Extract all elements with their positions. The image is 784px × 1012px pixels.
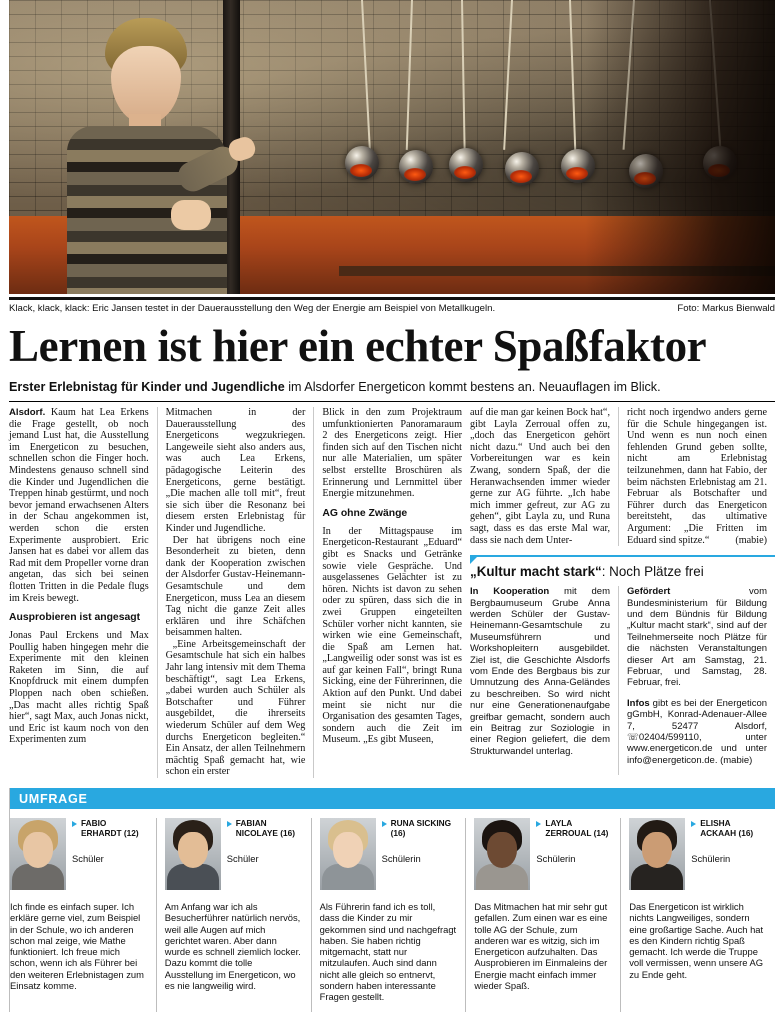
paragraph-text: richt noch irgendwo anders gerne für die Schule hingegangen ist. Und wenn es nun noch einen fehlenden Grund geben sollte, nicht am Erlebnistag teilzunehmen, dann hat Fabio, der beim nächsten Erlebnistag am 21. Februar als Botschafter und Führer durch das Energeticon bereitsteht, das ultimative Argument: „Die Fritten im Eduard sind spitze.“ [627,407,768,546]
article-column-5 [618,407,775,546]
pendulum-ball-4 [505,152,539,186]
umfrage-entry-header [320,818,458,890]
paragraph: „Eine Arbeitsgemeinschaft der Gesamtschule hat sich ein halbes Jahr lang intensiv mit dem Thema beschäftigt“, sagt Lea Erkens, „dabei wurden auch Schüler als Botschafter und Führer ausgebildet, die ihrerseits wiederum Schüler auf dem Weg durchs Energeticon begleiten.“ Ein Ansatz, der allen Teilnehmern mächtig Spaß gemacht hat, wie schon ein erster [165,638,306,778]
article-columns [9,407,775,778]
umfrage-person-name [72,818,148,839]
umfrage-person-role: Schülerin [381,852,421,864]
headline-divider [9,401,775,402]
subheadline-lead: Erster Erlebnistag für Kinder und Jugendliche [9,380,285,394]
umfrage-entry-header [10,818,148,890]
umfrage-person-name [382,818,458,839]
umfrage-quote: Das Energeticon ist wirklich nichts Langweiliges, sondern eine großartige Sache. Auch hat es den Kindern richtig Spaß gemacht. Ich werde die Truppe voll vermissen, wenn unsere AG zu Ende geht. [629,901,764,980]
paragraph: auf die man gar keinen Bock hat“, gibt Layla Zerroual offen zu, „doch das Energeticon gehört nicht dazu.“ Und auch bei den Vorbereitungen war es kein Zwang, sondern Spaß, der die Heranwachsenden immer wieder gerne zur AG führte. „Ich habe mich immer gefreut, zur AG zu gehen“, gibt Layla zu, und Runa sagt, dass es das erste Mal war, dass sie nach dem Unter- [470,407,611,546]
boy-face [111,46,181,124]
photo-scene [9,0,775,294]
infobox-paragraph [627,586,767,689]
umfrage-entry-header [474,818,612,890]
umfrage-label: UMFRAGE [19,791,88,806]
umfrage-person-name-text: RUNA SICKING (16) [390,818,452,839]
umfrage-quote: Das Mitmachen hat mir sehr gut gefallen. Zum einen war es eine tolle AG der Schule, zum anderen war es witzig, sich im Energeticon aufzuhalten. Das Ausprobieren im Einmaleins der Energie macht einfach immer wieder Spaß. [474,901,608,992]
umfrage-person-role: Schüler [72,852,104,864]
infobox-lead: Infos [627,697,650,709]
umfrage-entries [10,809,775,1012]
umfrage-section [9,788,775,1012]
umfrage-entry-meta [536,818,612,890]
triangle-bullet-icon [691,821,696,827]
triangle-bullet-icon [382,821,387,827]
subheadline-rest: im Alsdorfer Energeticon kommt bestens an. Neuauflagen im Blick. [284,380,661,394]
paragraph [9,407,149,604]
umfrage-portrait [474,818,530,890]
section-heading-ausprobieren: Ausprobieren ist angesagt [9,612,141,624]
article-column-4 [470,407,618,546]
infobox-lead: In Kooperation [470,586,550,598]
umfrage-entry [620,818,775,1012]
infobox-paragraph [627,698,767,766]
paragraph: In der Mittagspause im Energeticon-Restaurant „Eduard“ gibt es Snacks und Getränke sowie viele Gespräche. Und ausgelassenes Gelächter ist zu hören. Nichts ist davon zu sehen oder zu spüren, dass sich die in zwei Gruppen eingeteilten Schüler vorher nicht kannten, sie wirken wie eine Gemeinschaft, die Spaß am Lernen hat. „Langweilig oder sonst was ist es auf gar keinen Fall“, bringt Runa Sicking, eine der Führerinnen, die Aktion auf den Punkt. Und dabei meint sie nicht nur die Organisation des gesamten Tages, sondern auch die Zeit im Museum. „Es gibt Museen, [322,525,463,746]
infobox-title [470,564,775,580]
umfrage-header-bar [10,788,775,809]
photo-caption-row [9,300,775,314]
triangle-bullet-icon [72,821,77,827]
portrait-face [178,832,208,868]
umfrage-entry [311,818,466,1012]
article-columns-right-group [470,407,775,778]
umfrage-person-name-text: FABIO ERHARDT (12) [81,818,139,839]
umfrage-entry [465,818,620,1012]
boy-subject [59,18,229,294]
pendulum-ball-1 [345,146,379,180]
section-heading-ag-ohne-zwaenge: AG ohne Zwänge [322,507,408,519]
umfrage-entry-meta [72,818,148,890]
article-column-2 [157,407,314,778]
infobox-text: gibt es bei der Energeticon gGmbH, Konrad-Adenauer-Allee 7, 52477 Alsdorf, ☏02404/599110, unter www.energeticon.de und unter info@energeticon.de. (mabie) [627,697,768,766]
umfrage-person-name-text: FABIAN NICOLAYE (16) [235,818,295,839]
umfrage-entry [156,818,311,1012]
paragraph: Mitmachen in der Dauerausstellung des Energeticons wegzukriegen. Langeweile sieht also anders aus, was auch Lea Erkens, pädagogische Leiterin des Energeticons, gerne bestätigt. „Die machen alle toll mit“, freut sie sich über die Resonanz bei diesem ersten Erlebnistag für Kinder und Jugendliche. [165,407,306,534]
umfrage-entry [10,818,156,1012]
umfrage-person-name [536,818,612,839]
umfrage-person-name-text: LAYLA ZERROUAL (14) [545,818,609,839]
umfrage-person-name [227,818,303,839]
infobox-title-bold: „Kultur macht stark“ [470,564,602,580]
article-byline: (mabie) [735,534,768,546]
infobox-column-1 [470,586,618,775]
pendulum-ball-2 [399,150,433,184]
triangle-bullet-icon [536,821,541,827]
infobox-text: vom Bundesministerium für Bildung und dem Bündnis für Bildung „Kultur macht stark“, sind auf der Teilnehmerseite noch Plätze für die nächsten Veranstaltungen dieser Art am Samstag, 21. Februar, und Samstag, 28. Februar, frei. [627,586,768,689]
portrait-face [333,832,363,868]
umfrage-portrait [165,818,221,890]
umfrage-portrait [10,818,66,890]
infobox-text: mit dem Bergbaumuseum Grube Anna werden Schüler der Gustav-Heinemann-Gesamtschule zu Museumsführern und Workshopleitern ausgebildet. Ziel ist, die Geschichte Alsdorfs vom Ende des Bergbaus bis zur Umnutzung des Anna-Geländes zu beschreiben. So wird nicht nur eine Generationenaufgabe greifbar gemacht, sondern auch ein Beitrag zur Soziologie in einer Region geliefert, die dem Strukturwandel unterlag. [470,586,611,757]
paragraph: Jonas Paul Erckens und Max Poullig haben hingegen mehr die Experimente mit den kleinen Raketen im Sinn, die auf Knopfdruck mit einem dumpfen Ploppen nach oben schießen. „Das macht alles richtig Spaß hier“, sagt Max, auch Jonas nickt, und Eric ist kaum noch von den Experimenten zum [9,630,149,746]
umfrage-person-name [691,818,767,839]
portrait-face [23,832,53,868]
article-columns-4-5 [470,407,775,546]
pendulum-ball-3 [449,148,483,182]
infobox-column-2 [618,586,775,775]
umfrage-quote: Als Führerin fand ich es toll, dass die Kinder zu mir gekommen sind und nachgefragt haben. Sie haben richtig mitgemacht, statt nur mitzulaufen. Auch sind dann nicht alle gleich so entnervt, sondern haben interessante Fragen gestellt. [319,901,457,1003]
umfrage-entry-meta [227,818,303,890]
umfrage-portrait [629,818,685,890]
umfrage-entry-header [165,818,303,890]
dateline: Alsdorf. [9,407,46,418]
infobox-kultur-macht-stark [470,555,775,775]
paragraph: Der hat übrigens noch eine Besonderheit zu bieten, denn dank der Kooperation zwischen der Alsdorfer Gustav-Heinemann-Gesamtschule und dem Energeticon, muss Lea an diesem Tag nicht die ganze Zeit alles erklären und ihre Schäfchen beisammen halten. [165,534,306,639]
umfrage-portrait [320,818,376,890]
page-headline: Lernen ist hier ein echter Spaßfaktor [9,321,707,371]
infobox-title-rest: : Noch Plätze frei [601,564,704,580]
umfrage-person-role: Schülerin [691,852,731,864]
paragraph [627,407,767,546]
paragraph-text: Kaum hat Lea Erkens die Frage gestellt, ob noch jemand Lust hat, die Ausstellung im Energeticon zu besuchen, schnellen schon die Finger hoch. Mindestens genauso schnell sind die Kinder und Jugendlichen die Treppen hinab gestürmt, und noch bevor jemand erwachsenen Alters in der Schau angekommen ist, werden schon die ersten Experimente ausprobiert. Eric Jansen hat es dabei vor allem das Rad mit dem Propeller vorne dran angetan, das sich bei seinen flotten Tritten in die Pedale flugs im Kreis bewegt. [9,407,149,604]
umfrage-person-role: Schüler [226,852,259,864]
infobox-paragraph [470,586,610,757]
umfrage-entry-meta [691,818,767,890]
page-subheadline [9,380,775,395]
boy-hand-left [171,200,211,230]
article-column-3 [313,407,470,778]
portrait-face [642,832,672,868]
umfrage-person-name-text: ELISHA ACKAAH (16) [700,818,754,839]
umfrage-entry-header [629,818,767,890]
photo-credit: Foto: Markus Bienwald [677,303,775,314]
photo-vignette [585,0,775,294]
triangle-bullet-icon [227,821,232,827]
article-column-1 [9,407,157,778]
photo-caption: Klack, klack, klack: Eric Jansen testet in der Dauerausstellung den Weg der Energie am Beispiel von Metallkugeln. [9,303,496,314]
infobox-columns [470,586,775,775]
infobox-lead: Gefördert [627,586,671,598]
umfrage-person-role: Schülerin [536,852,576,864]
paragraph: Blick in den zum Projektraum umfunktionierten Panoramaraum 2 des Energeticons zeigt. Hier finden sich auf den Tischen nicht nur alle Materialien, um später selbst erstellte Broschüren als Erinnerung und Lernmittel über Energie mitzunehmen. [322,407,463,500]
umfrage-entry-meta [382,818,458,890]
umfrage-quote: Ich finde es einfach super. Ich erkläre gerne viel, zum Beispiel in der Schule, wo ich anderen schon mal zeige, wie Mathe funktioniert. Ich freue mich schon, wenn ich als Führer bei den weiteren Erlebnistagen zum Einsatz komme. [10,901,144,992]
lead-photo [9,0,775,294]
umfrage-quote: Am Anfang war ich als Besucherführer natürlich nervös, weil alle Augen auf mich gerichtet waren. Aber dann wurde es schnell ziemlich locker. Dazu kommt die tolle Ausstellung im Energeticon, wo es nie langweilig wird. [164,901,301,992]
